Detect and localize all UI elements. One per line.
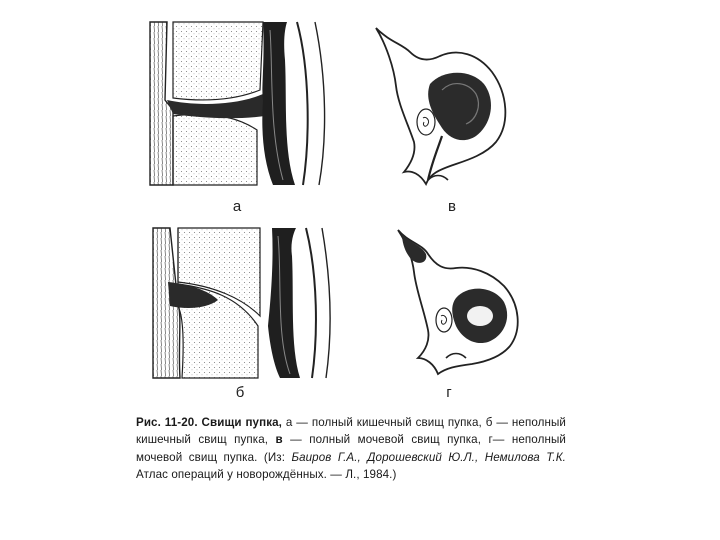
caption-part-v: — полный мочевой свищ пупка, bbox=[282, 433, 482, 447]
caption-part-g: г— неполный мочевой свищ пупка. bbox=[136, 433, 566, 464]
figure-caption bbox=[136, 414, 566, 484]
caption-part-b: б — неполный кишечный свищ пупка, bbox=[136, 416, 566, 447]
panel-a-illustration bbox=[145, 20, 330, 190]
panel-v-label: в bbox=[448, 198, 456, 215]
caption-fig-number: Рис. 11-20. bbox=[136, 416, 198, 429]
caption-part-a: а — полный кишечный свищ пупка, bbox=[281, 416, 482, 429]
caption-title: Свищи пупка, bbox=[201, 416, 282, 429]
caption-source-authors: Баиров Г.А., Дорошевский Ю.Л., Немилова Т.К. bbox=[291, 450, 566, 464]
caption-source-title: Атлас операций у новорождённых. — Л., 1984.) bbox=[136, 468, 397, 482]
panel-g-illustration bbox=[392, 226, 542, 376]
caption-source-open: (Из: bbox=[257, 450, 292, 464]
panel-g-label: г bbox=[446, 384, 452, 401]
panel-a-label: а bbox=[232, 198, 242, 215]
panel-v-illustration bbox=[368, 24, 528, 189]
caption-label-v: в bbox=[268, 433, 283, 447]
panel-b-illustration bbox=[148, 226, 333, 381]
panel-b-label: б bbox=[235, 384, 245, 401]
